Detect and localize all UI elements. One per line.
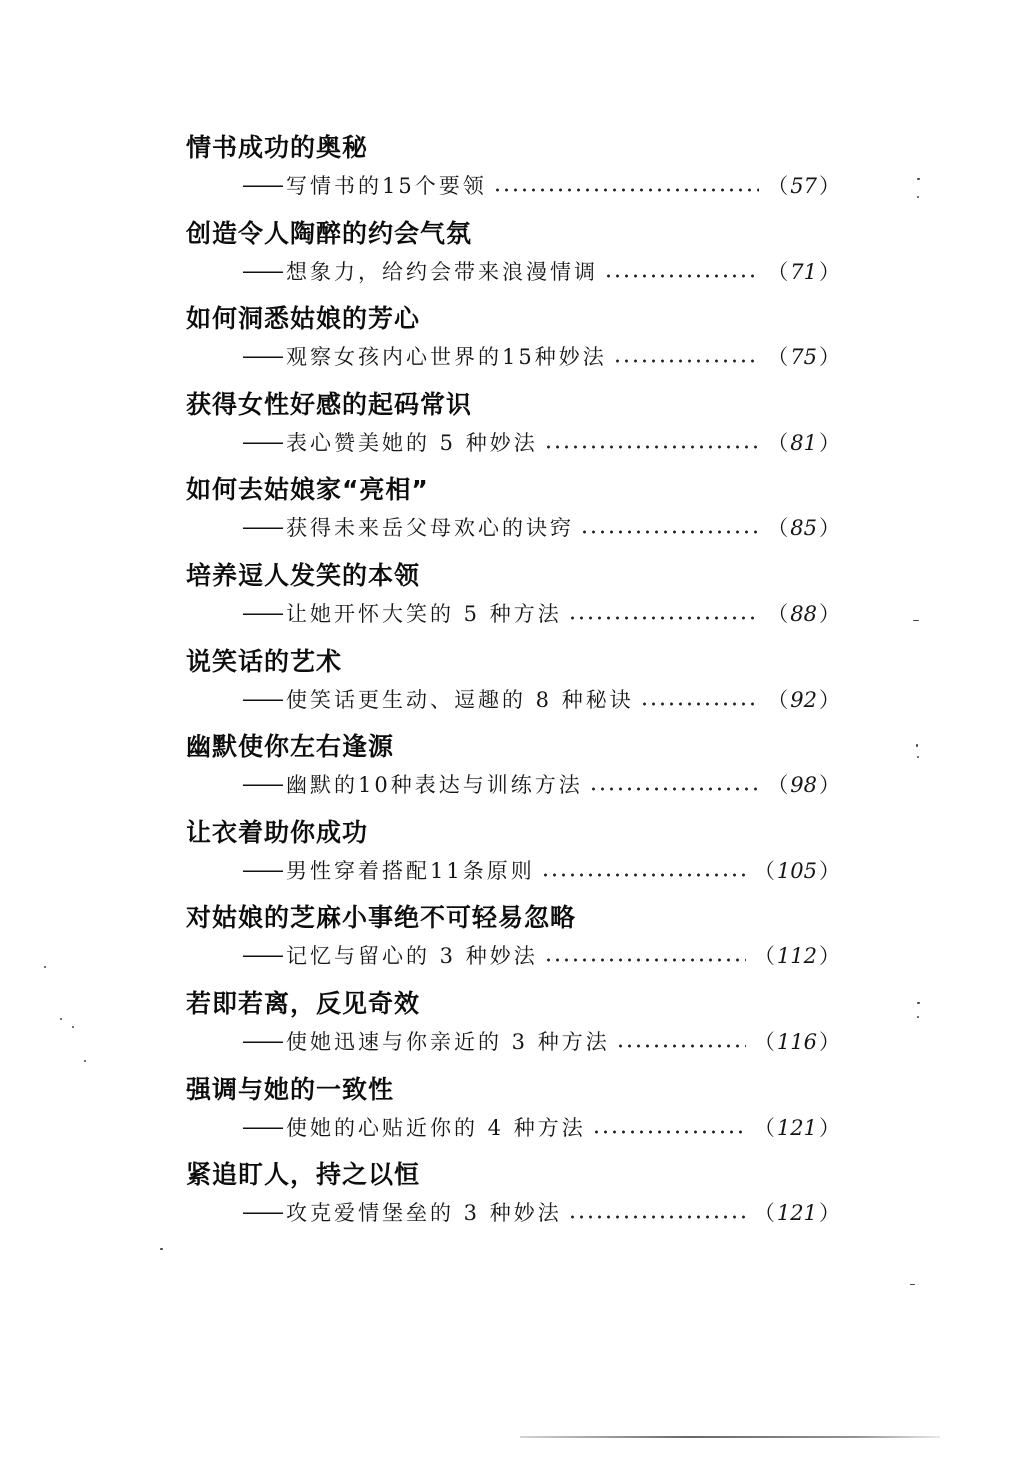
scan-speck xyxy=(917,1016,919,1018)
chapter-title: 紧追盯人，持之以恒 xyxy=(186,1160,421,1189)
toc-entry xyxy=(0,731,1018,817)
toc-entry xyxy=(0,646,1018,732)
toc-entry xyxy=(0,902,1018,988)
dot-leader xyxy=(640,702,760,706)
paren-close: ） xyxy=(819,944,840,968)
chapter-title: 若即若离，反见奇效 xyxy=(186,989,421,1018)
chapter-subtitle-line xyxy=(242,1110,842,1144)
chapter-subtitle-line xyxy=(242,938,842,972)
page-number-value: 116 xyxy=(776,1030,817,1054)
page-number xyxy=(752,855,842,885)
chapter-subtitle-line xyxy=(242,853,842,887)
dot-leader xyxy=(544,445,760,449)
chapter-subtitle: 幽默的10种表达与训练方法 xyxy=(286,773,583,797)
dot-leader xyxy=(592,1130,746,1134)
paren-close: ） xyxy=(819,174,840,198)
chapter-title: 获得女性好感的起码常识 xyxy=(186,390,473,419)
em-dash: —— xyxy=(242,857,282,883)
chapter-title: 培养逗人发笑的本领 xyxy=(186,561,421,590)
page-number xyxy=(752,1026,842,1056)
chapter-subtitle-line xyxy=(242,1024,842,1058)
toc-entry xyxy=(0,132,1018,218)
toc-entry xyxy=(0,389,1018,475)
page-number xyxy=(765,427,842,457)
page-number xyxy=(765,684,842,714)
paren-open: （ xyxy=(753,1201,775,1225)
chapter-subtitle: 记忆与留心的 3 种妙法 xyxy=(286,944,538,968)
paren-close: ） xyxy=(819,345,840,369)
paren-open: （ xyxy=(767,174,789,198)
chapter-subtitle: 使笑话更生动、逗趣的 8 种秘诀 xyxy=(286,688,634,712)
page-number xyxy=(765,598,842,628)
page-number-value: 71 xyxy=(790,260,817,284)
dot-leader xyxy=(568,1215,746,1219)
chapter-subtitle: 使她迅速与你亲近的 3 种方法 xyxy=(286,1030,610,1054)
chapter-subtitle-line xyxy=(242,682,842,716)
paren-close: ） xyxy=(819,859,840,883)
dot-leader xyxy=(580,530,759,534)
chapter-subtitle-line xyxy=(242,339,842,373)
scan-speck xyxy=(913,620,919,621)
page-number-value: 57 xyxy=(790,174,817,198)
em-dash: —— xyxy=(242,343,282,369)
chapter-subtitle: 写情书的15个要领 xyxy=(286,174,487,198)
em-dash: —— xyxy=(242,1028,282,1054)
page-number xyxy=(752,1112,842,1142)
toc-entry xyxy=(0,817,1018,903)
toc-entry xyxy=(0,218,1018,304)
em-dash: —— xyxy=(242,600,282,626)
page-number xyxy=(765,512,842,542)
dot-leader xyxy=(544,958,746,962)
dot-leader xyxy=(604,274,759,278)
chapter-title: 如何去姑娘家“亮相” xyxy=(186,475,429,504)
scan-speck xyxy=(910,1284,915,1285)
chapter-title: 如何洞悉姑娘的芳心 xyxy=(186,304,421,333)
em-dash: —— xyxy=(242,514,282,540)
toc-entry xyxy=(0,1074,1018,1160)
chapter-subtitle-line xyxy=(242,510,842,544)
scan-speck xyxy=(917,756,919,758)
paren-close: ） xyxy=(819,1116,840,1140)
dot-leader xyxy=(613,359,760,363)
paren-open: （ xyxy=(753,859,775,883)
dot-leader xyxy=(568,616,760,620)
page-number xyxy=(765,341,842,371)
page-number-value: 121 xyxy=(776,1116,817,1140)
page-number-value: 112 xyxy=(776,944,817,968)
scan-speck xyxy=(60,1018,62,1020)
chapter-subtitle: 攻克爱情堡垒的 3 种妙法 xyxy=(286,1201,562,1225)
chapter-title: 情书成功的奥秘 xyxy=(186,133,369,162)
page-number-value: 98 xyxy=(790,773,817,797)
paren-open: （ xyxy=(767,688,789,712)
paren-open: （ xyxy=(767,773,789,797)
page-number-value: 92 xyxy=(790,688,817,712)
dot-leader xyxy=(616,1044,746,1048)
scan-speck xyxy=(916,744,918,747)
chapter-title: 说笑话的艺术 xyxy=(186,647,343,676)
scan-speck xyxy=(917,1002,920,1004)
chapter-subtitle-line xyxy=(242,596,842,630)
chapter-subtitle: 想象力，给约会带来浪漫情调 xyxy=(286,260,598,284)
chapter-subtitle: 让她开怀大笑的 5 种方法 xyxy=(286,602,562,626)
page-number-value: 105 xyxy=(776,859,817,883)
paren-open: （ xyxy=(767,516,789,540)
paren-close: ） xyxy=(819,260,840,284)
chapter-subtitle: 男性穿着搭配11条原则 xyxy=(286,859,535,883)
em-dash: —— xyxy=(242,172,282,198)
page-number-value: 75 xyxy=(790,345,817,369)
scan-speck xyxy=(84,1060,86,1062)
chapter-subtitle-line xyxy=(242,425,842,459)
scan-speck xyxy=(917,196,919,198)
toc-entry xyxy=(0,560,1018,646)
scan-edge-line xyxy=(520,1436,940,1438)
paren-close: ） xyxy=(819,1030,840,1054)
chapter-title: 强调与她的一致性 xyxy=(186,1075,395,1104)
toc-entry xyxy=(0,1159,1018,1245)
em-dash: —— xyxy=(242,942,282,968)
scan-speck xyxy=(917,178,920,180)
page-number xyxy=(752,1197,842,1227)
em-dash: —— xyxy=(242,1114,282,1140)
chapter-title: 对姑娘的芝麻小事绝不可轻易忽略 xyxy=(186,903,577,932)
paren-close: ） xyxy=(819,516,840,540)
scan-speck xyxy=(72,1026,74,1028)
toc-entry xyxy=(0,303,1018,389)
dot-leader xyxy=(493,188,760,192)
chapter-subtitle: 使她的心贴近你的 4 种方法 xyxy=(286,1116,586,1140)
paren-open: （ xyxy=(767,260,789,284)
em-dash: —— xyxy=(242,771,282,797)
dot-leader xyxy=(541,873,746,877)
paren-open: （ xyxy=(753,944,775,968)
page-number xyxy=(752,940,842,970)
page-number xyxy=(765,769,842,799)
paren-close: ） xyxy=(819,431,840,455)
toc-entry xyxy=(0,988,1018,1074)
chapter-subtitle-line xyxy=(242,767,842,801)
paren-close: ） xyxy=(819,773,840,797)
page-number-value: 81 xyxy=(790,431,817,455)
page-number-value: 85 xyxy=(790,516,817,540)
paren-open: （ xyxy=(753,1116,775,1140)
scan-speck xyxy=(160,1248,163,1250)
chapter-title: 让衣着助你成功 xyxy=(186,818,369,847)
paren-close: ） xyxy=(819,688,840,712)
chapter-subtitle-line xyxy=(242,1195,842,1229)
paren-open: （ xyxy=(767,345,789,369)
em-dash: —— xyxy=(242,429,282,455)
em-dash: —— xyxy=(242,258,282,284)
chapter-title: 创造令人陶醉的约会气氛 xyxy=(186,219,473,248)
chapter-subtitle: 观察女孩内心世界的15种妙法 xyxy=(286,345,607,369)
page-number xyxy=(765,170,842,200)
chapter-title: 幽默使你左右逢源 xyxy=(186,732,395,761)
chapter-subtitle: 表心赞美她的 5 种妙法 xyxy=(286,431,538,455)
page-number-value: 121 xyxy=(776,1201,817,1225)
em-dash: —— xyxy=(242,686,282,712)
paren-close: ） xyxy=(819,1201,840,1225)
toc-entry xyxy=(0,474,1018,560)
page-number-value: 88 xyxy=(790,602,817,626)
paren-open: （ xyxy=(753,1030,775,1054)
paren-open: （ xyxy=(767,602,789,626)
chapter-subtitle: 获得未来岳父母欢心的诀窍 xyxy=(286,516,574,540)
em-dash: —— xyxy=(242,1199,282,1225)
chapter-subtitle-line xyxy=(242,254,842,288)
dot-leader xyxy=(589,787,760,791)
scan-speck xyxy=(44,966,46,968)
paren-close: ） xyxy=(819,602,840,626)
paren-open: （ xyxy=(767,431,789,455)
chapter-subtitle-line xyxy=(242,168,842,202)
page-number xyxy=(765,256,842,286)
